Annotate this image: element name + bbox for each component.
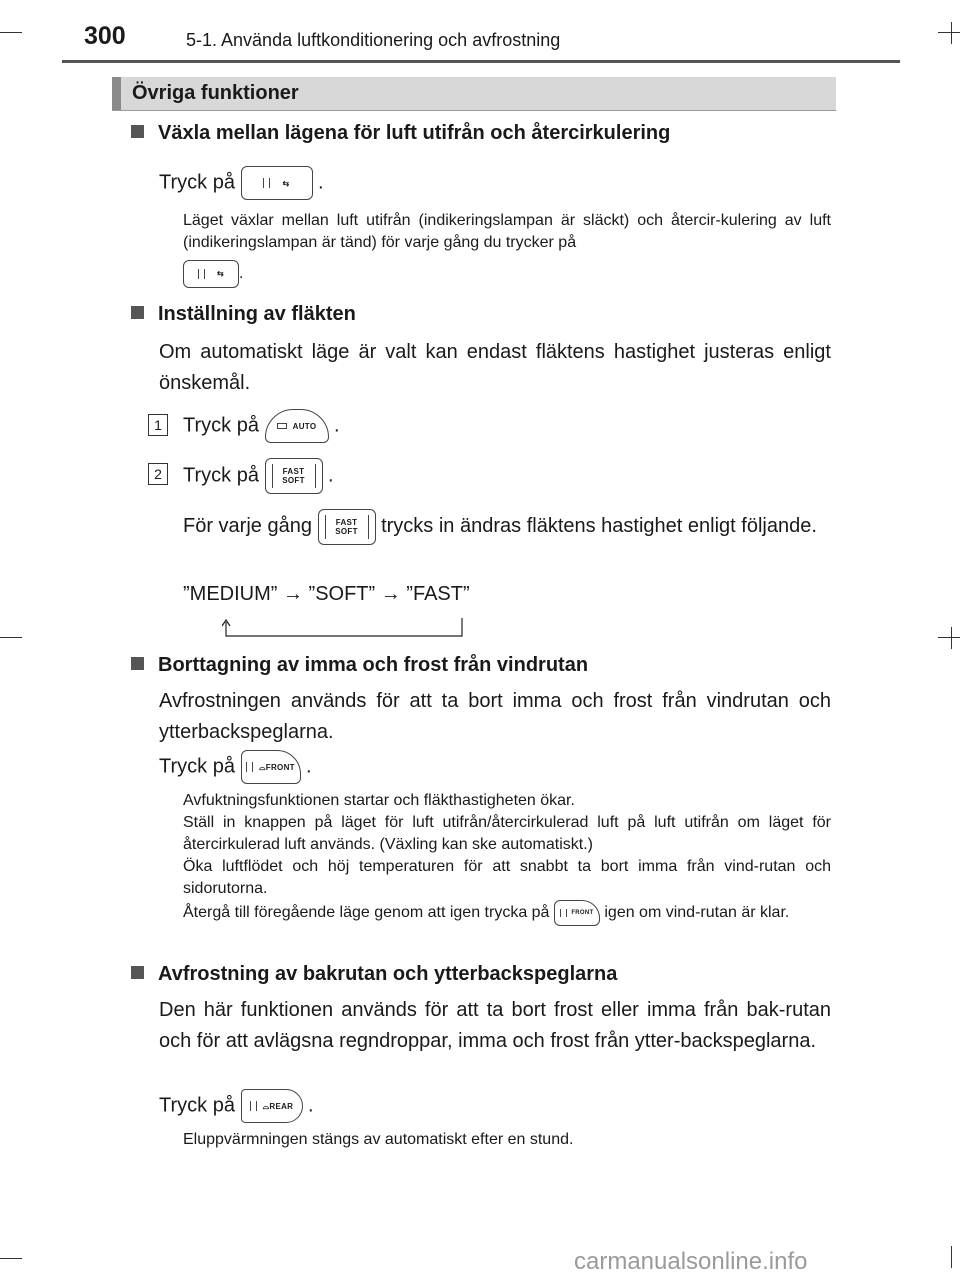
crop-mark [951,627,952,649]
crop-mark [951,22,952,44]
chapter-title: 5-1. Använda luftkonditionering och avfrostning [186,30,561,50]
square-bullet-icon [131,657,144,670]
fan-speed-button-icon: FAST SOFT [318,509,376,545]
press-text: Tryck på [159,171,235,194]
crop-mark [0,1258,22,1259]
step-text: Tryck på [183,464,259,487]
recirculation-button-icon [241,166,313,200]
heading-text: Avfrostning av bakrutan och ytterbackspeglarna [158,963,618,985]
heading-text: Borttagning av imma och frost från vindrutan [158,654,589,676]
defroster-icon: ⌓ [259,762,266,772]
heading-windshield [131,654,588,677]
square-bullet-icon [131,966,144,979]
front-defrost-button-icon: ⌓ FRONT [241,750,301,784]
windshield-body: Avfrostningen används för att ta bort imma och frost från vindrutan och ytterbackspeglarna. [159,690,831,743]
page-number: 300 [84,22,126,50]
crop-mark [0,32,22,33]
watermark: carmanualsonline.info [574,1248,808,1275]
windshield-notes: Avfuktningsfunktionen startar och fläkthastigheten ökar. Ställ in knappen på läget för luft utifrån/återcirkulerad luft på luft utifrån om läget för återcirkulerad luft används. (Växling kan ske automatiskt.) Öka luftflödet och höj temperaturen för att snabbt ta bort imma från vind-rutan och sidorutorna. Återgå till föregående läge genom att igen trycka på FRONT igen om vind-rutan är klar. [183,790,831,926]
auto-button-icon [265,409,329,443]
step-text: Tryck på [183,414,259,437]
fan-cycle-text: För varje gång FAST SOFT trycks in ändras fläktens hastighet enligt följande. [183,508,831,545]
rear-body: Den här funktionen används för att ta bort frost eller imma från bak-rutan och för att avlägsna regndroppar, imma och frost från ytter-backspeglarna. [159,999,831,1052]
section-bar [112,77,836,111]
heading-recirculation [131,122,670,145]
note-recirc: Läget växlar mellan luft utifrån (indikeringslampan är släckt) och återcir-kulering av luft (indikeringslampan är tänd) för varje gång du trycker på ⇆ . [183,210,831,288]
section-title: Övriga funktioner [132,82,299,104]
cycle-return-arrow-icon [222,618,464,638]
car-arrow-icon: ⇆ [282,178,290,188]
heading-text: Växla mellan lägena för luft utifrån och återcirkulering [158,122,671,144]
step-2: Tryck på FAST SOFT . [183,458,334,494]
press-line-recirc: Tryck på ⇆ . [159,166,831,200]
step-1: Tryck på AUTO . [183,409,340,443]
fan-body: Om automatiskt läge är valt kan endast fläktens hastighet justeras enligt önskemål. [159,341,831,394]
crop-mark [938,637,960,638]
indicator-lamp-icon [198,269,205,279]
heading-text: Inställning av fläkten [158,303,356,325]
auto-label: AUTO [292,421,317,431]
car-arrow-icon: ⇆ [216,269,224,278]
crop-mark [0,637,22,638]
recirculation-button-small-icon [183,260,239,288]
heading-rear [131,963,617,986]
section-accent [112,77,121,110]
step-number: 1 [148,414,168,436]
fan-cycle: ”MEDIUM” → ”SOFT” → ”FAST” [183,583,470,605]
fan-speed-button-icon: FAST SOFT [265,458,323,494]
rear-defroster-icon: ⌓ [262,1101,270,1111]
rear-note: Eluppvärmningen stängs av automatiskt efter en stund. [183,1131,574,1148]
press-line-rear: Tryck på ⌓ REAR . [159,1089,831,1123]
step-number: 2 [148,463,168,485]
square-bullet-icon [131,125,144,138]
header-rule [62,60,900,63]
indicator-lamp-icon [263,178,270,188]
rear-defrost-button-icon: ⌓ REAR [241,1089,303,1123]
note-text: Läget växlar mellan luft utifrån (indikeringslampan är släckt) och återcir-kulering av luft (indikeringslampan är tänd) för varje gång du trycker på [183,212,831,251]
crop-mark [951,1246,952,1268]
heading-fan [131,303,356,326]
square-bullet-icon [131,306,144,319]
crop-mark [938,32,960,33]
front-defrost-button-small-icon: FRONT [554,900,600,926]
press-line-front: Tryck på ⌓ FRONT . [159,750,831,784]
